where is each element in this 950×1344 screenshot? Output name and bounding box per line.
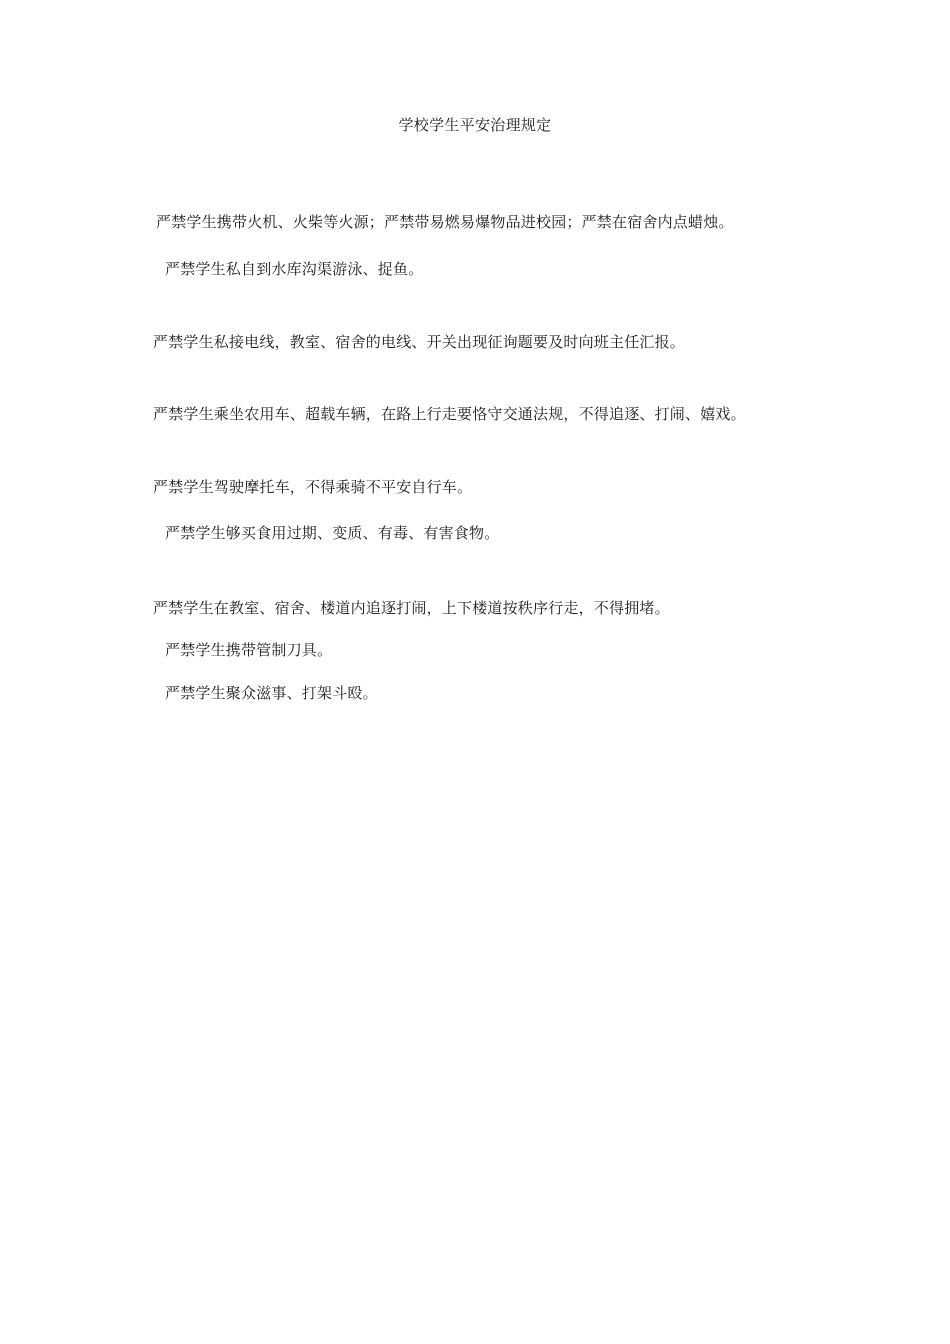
rule-item-8: 严禁学生携带管制刀具。: [165, 641, 333, 659]
rule-item-6: 严禁学生够买食用过期、变质、有毒、有害食物。: [165, 524, 500, 542]
rule-item-3: 严禁学生私接电线，教室、宿舍的电线、开关出现征询题要及时向班主任汇报。: [153, 333, 686, 351]
rule-item-1: 严禁学生携带火机、火柴等火源；严禁带易燃易爆物品进校园；严禁在宿舍内点蜡烛。: [156, 213, 734, 231]
rule-item-2: 严禁学生私自到水库沟渠游泳、捉鱼。: [165, 260, 424, 278]
rule-item-5: 严禁学生驾驶摩托车，不得乘骑不平安自行车。: [153, 478, 473, 496]
rule-item-4: 严禁学生乘坐农用车、超载车辆，在路上行走要恪守交通法规，不得追逐、打闹、嬉戏。: [153, 405, 746, 423]
rule-item-7: 严禁学生在教室、宿舍、楼道内追逐打闹，上下楼道按秩序行走，不得拥堵。: [153, 599, 670, 617]
rule-item-9: 严禁学生聚众滋事、打架斗殴。: [165, 684, 378, 702]
document-title: 学校学生平安治理规定: [398, 116, 552, 134]
